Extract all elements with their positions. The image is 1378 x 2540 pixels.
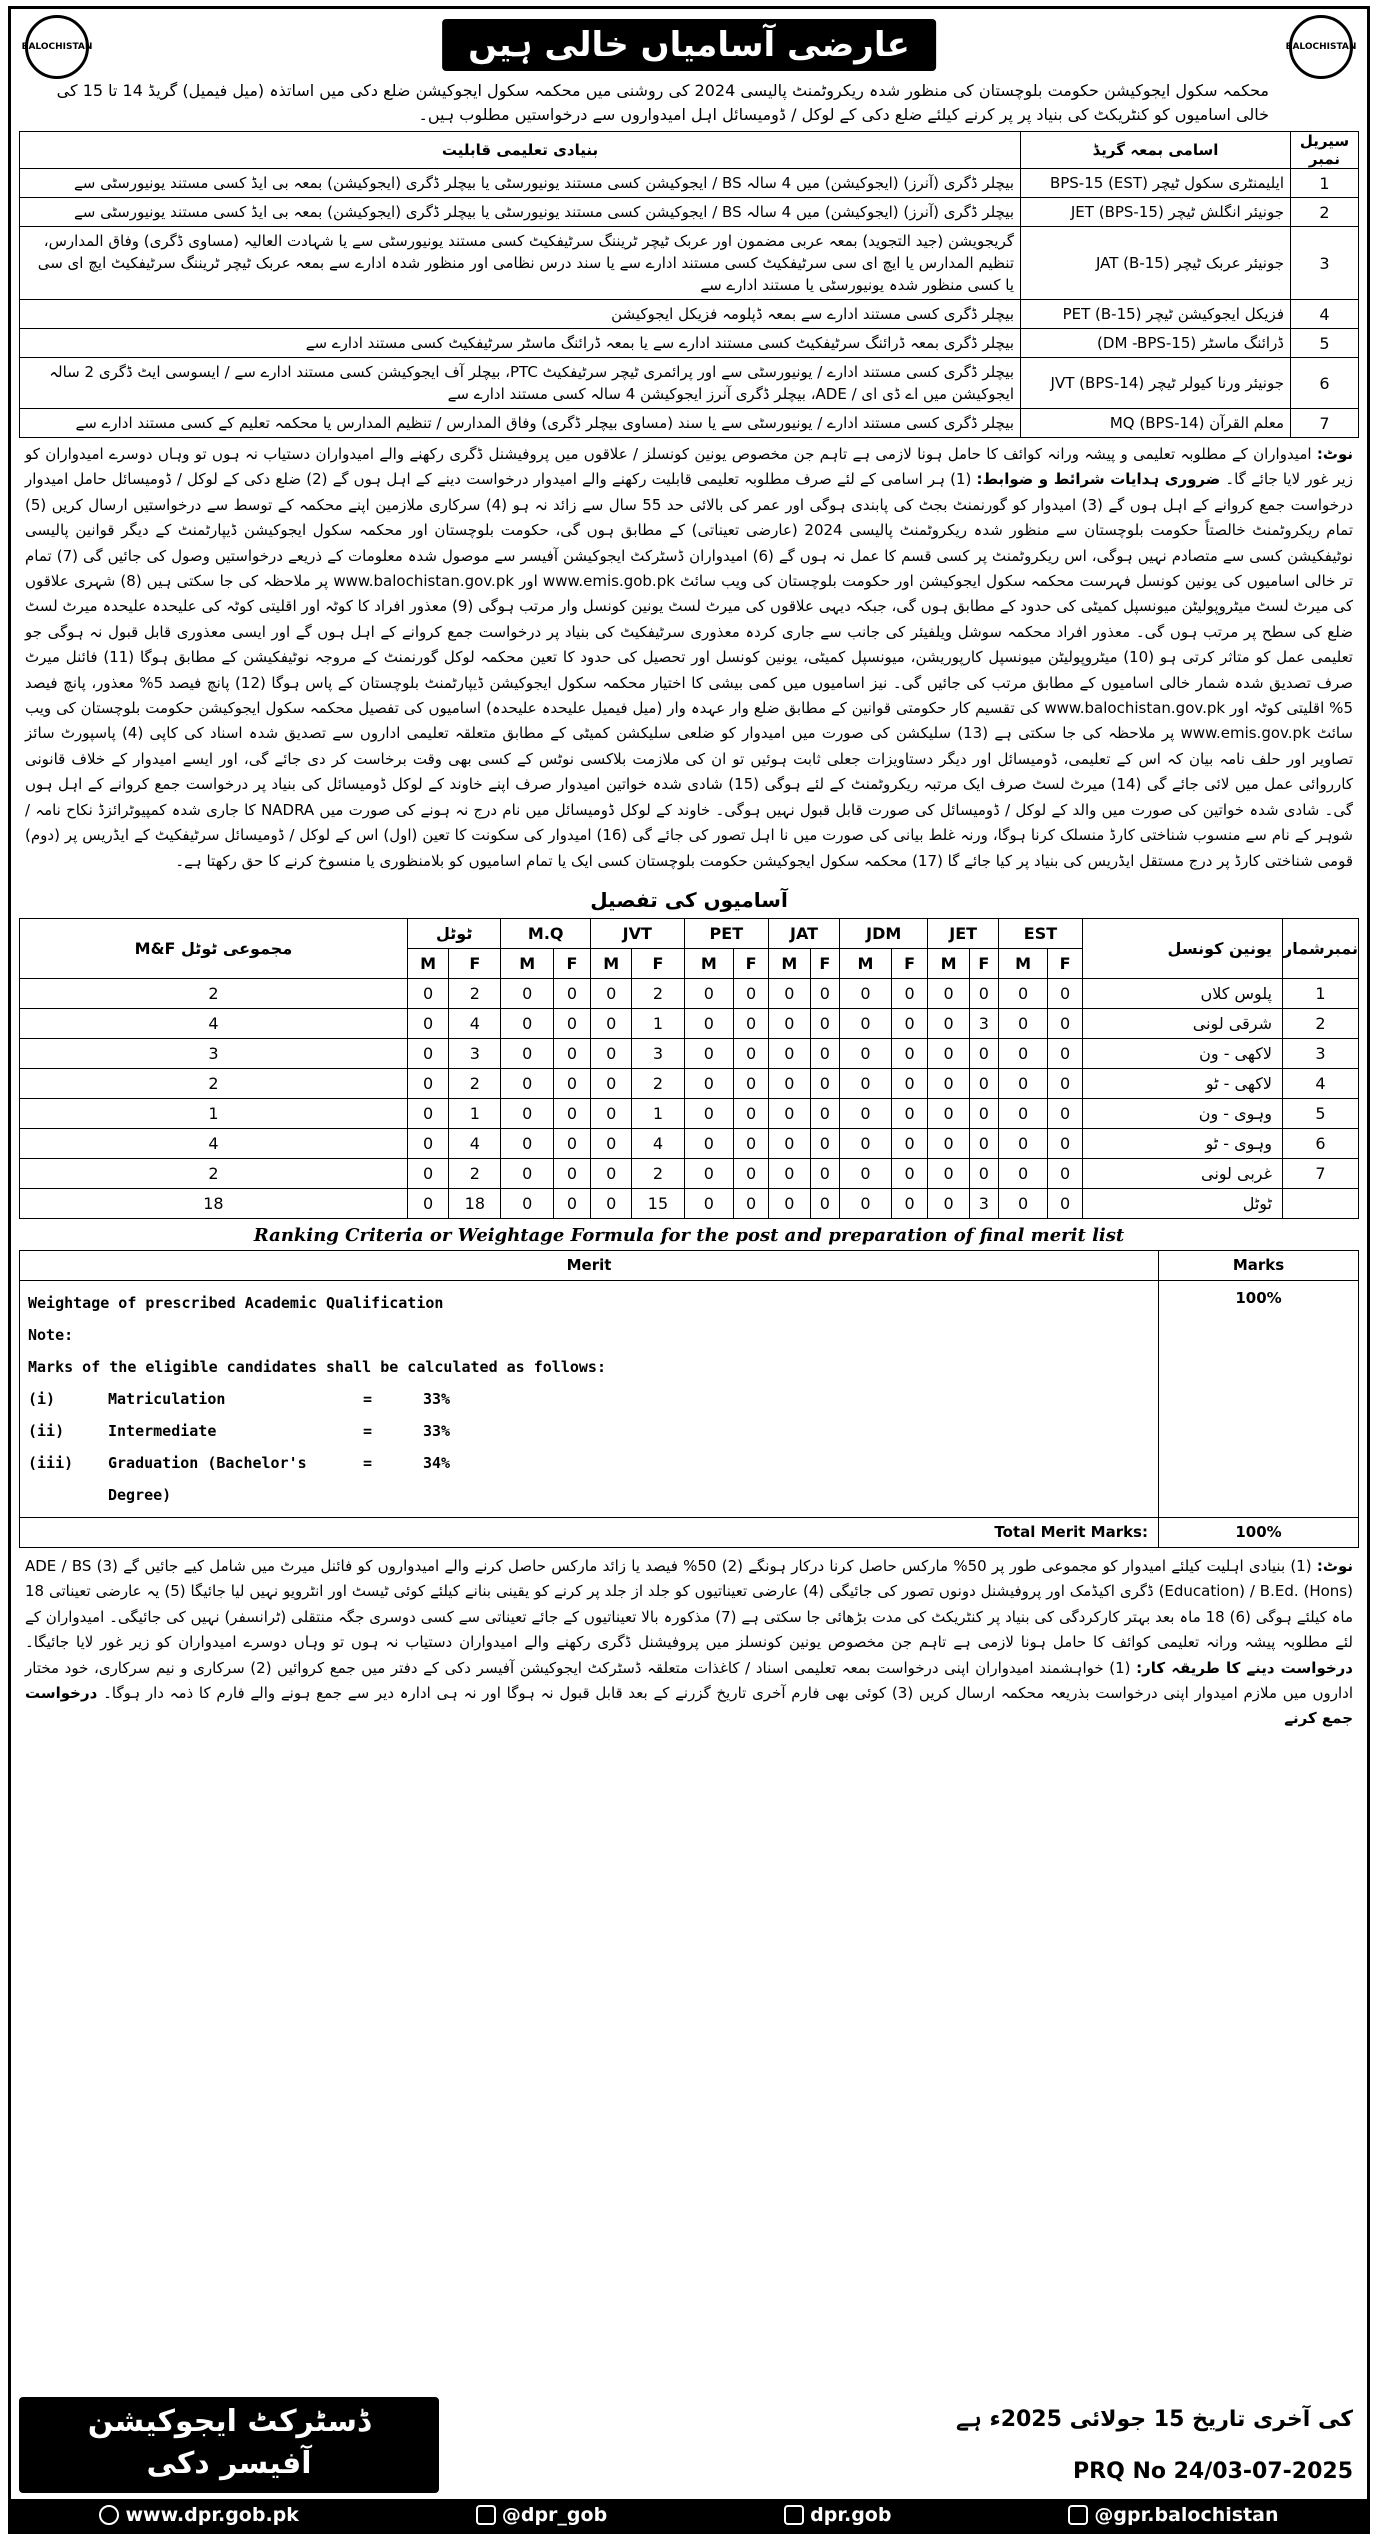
value-cell: 0 — [891, 1068, 928, 1098]
value-cell: 4 — [449, 1128, 501, 1158]
value-cell: 0 — [998, 1038, 1047, 1068]
serial-cell: 5 — [1283, 1098, 1359, 1128]
col-pet: PET — [684, 918, 769, 948]
submit-label: درخواست جمع کرنے — [25, 1683, 1353, 1728]
serial-cell: 4 — [1283, 1068, 1359, 1098]
value-cell: 0 — [590, 978, 631, 1008]
value-cell: 2 — [632, 978, 684, 1008]
value-cell: 3 — [969, 1008, 998, 1038]
value-cell: 0 — [590, 1038, 631, 1068]
sub-col-f: F — [553, 948, 590, 978]
value-cell: 1 — [632, 1098, 684, 1128]
value-cell: 0 — [553, 1098, 590, 1128]
value-cell: 0 — [769, 1188, 811, 1218]
value-cell: 0 — [501, 1188, 553, 1218]
total-label-cell: ٹوٹل — [1083, 1188, 1283, 1218]
col-jvt: JVT — [590, 918, 684, 948]
total-row — [20, 1188, 1359, 1218]
value-cell: 2 — [449, 978, 501, 1008]
serial-cell: 2 — [1283, 1008, 1359, 1038]
value-cell: 0 — [998, 1098, 1047, 1128]
col-marks: Marks — [1159, 1250, 1359, 1280]
total-merit-label: Total Merit Marks: — [20, 1517, 1159, 1547]
union-council-cell: لاکھی - ٹو — [1083, 1068, 1283, 1098]
value-cell: 2 — [20, 978, 408, 1008]
col-mq: M.Q — [501, 918, 591, 948]
value-cell: 0 — [684, 978, 734, 1008]
last-date: کی آخری تاریخ 15 جولائی 2025ء ہے — [956, 2407, 1353, 2432]
value-cell: 0 — [840, 1158, 892, 1188]
value-cell: 0 — [590, 1158, 631, 1188]
value-cell: 0 — [684, 1038, 734, 1068]
union-council-cell: غربی لونی — [1083, 1158, 1283, 1188]
value-cell: 0 — [998, 1188, 1047, 1218]
note-label: نوٹ: — [1316, 445, 1353, 463]
rules-title: ضروری ہدایات شرائط و ضوابط: — [976, 470, 1221, 489]
facebook-icon — [1068, 2505, 1088, 2525]
list-item: (i) Matriculation = 33% — [28, 1389, 451, 1408]
value-cell: 0 — [998, 1128, 1047, 1158]
notes-section — [19, 1548, 1359, 1732]
value-cell: 1 — [20, 1098, 408, 1128]
value-cell: 0 — [840, 1098, 892, 1128]
value-cell: 0 — [769, 1158, 811, 1188]
table-row: 3 جونیئر عربک ٹیچر (B-15) JAT گریجویشن (جید التجوید) بمعہ عربی مضمون اور عربک ٹیچر ٹریننگ سرٹیفکیٹ کسی مستند یونیورسٹی سے یا شہادت العالیہ (مساوی ڈگری) وفاق المدارس، تنظیم المدارس یا ایچ ای سی سرٹیفکیٹ کسی مستند ادارے سے یا سند درس نظامی اور منظور شدہ ادارے سے بمعہ عربک ٹیچر ٹریننگ سرٹیفکیٹ ایچ ای سی یا کسی منظور شدہ یونیورسٹی یا مستند ادارے سے — [20, 227, 1359, 300]
sub-col-f: F — [810, 948, 839, 978]
rules-section — [19, 438, 1359, 878]
value-cell: 0 — [407, 1098, 448, 1128]
value-cell: 18 — [20, 1188, 408, 1218]
value-cell: 0 — [969, 978, 998, 1008]
table-row — [20, 1008, 1359, 1038]
value-cell: 0 — [928, 1158, 969, 1188]
value-cell: 2 — [632, 1068, 684, 1098]
value-cell: 0 — [1048, 1068, 1083, 1098]
sub-col-m: M — [684, 948, 734, 978]
value-cell: 0 — [810, 1128, 839, 1158]
sub-col-m: M — [590, 948, 631, 978]
value-cell: 0 — [891, 1038, 928, 1068]
value-cell: 0 — [407, 1008, 448, 1038]
col-grand-total: مجموعی ٹوٹل M&F — [20, 918, 408, 978]
value-cell: 0 — [501, 1128, 553, 1158]
value-cell: 18 — [449, 1188, 501, 1218]
sub-col-f: F — [449, 948, 501, 978]
value-cell: 0 — [810, 1008, 839, 1038]
serial-cell: 7 — [1283, 1158, 1359, 1188]
value-cell: 0 — [810, 1158, 839, 1188]
value-cell: 0 — [969, 1128, 998, 1158]
value-cell: 1 — [449, 1098, 501, 1128]
union-council-cell: لاکھی - ون — [1083, 1038, 1283, 1068]
value-cell: 2 — [449, 1158, 501, 1188]
table-row — [20, 978, 1359, 1008]
value-cell: 1 — [632, 1008, 684, 1038]
value-cell: 0 — [553, 1128, 590, 1158]
value-cell: 0 — [407, 1158, 448, 1188]
table-row: 5 ڈرائنگ ماسٹر (DM -BPS-15) بیچلر ڈگری بمعہ ڈرائنگ سرٹیفکیٹ کسی مستند ادارے سے یا بمعہ ڈرائنگ ماسٹر سرٹیفکیٹ کسی مستند ادارے سے — [20, 329, 1359, 358]
value-cell: 0 — [407, 1038, 448, 1068]
table-row — [20, 1038, 1359, 1068]
notes-label: نوٹ: — [1316, 1556, 1353, 1575]
value-cell: 0 — [891, 1098, 928, 1128]
value-cell: 3 — [632, 1038, 684, 1068]
value-cell: 0 — [969, 1098, 998, 1128]
value-cell: 0 — [998, 1068, 1047, 1098]
value-cell: 0 — [407, 1128, 448, 1158]
value-cell: 3 — [449, 1038, 501, 1068]
value-cell: 0 — [734, 1008, 769, 1038]
col-jet: JET — [928, 918, 999, 948]
table-row — [20, 1128, 1359, 1158]
col-serial: نمبرشمار — [1283, 918, 1359, 978]
value-cell: 0 — [684, 1128, 734, 1158]
value-cell: 0 — [407, 1068, 448, 1098]
value-cell: 0 — [840, 1038, 892, 1068]
value-cell: 3 — [969, 1188, 998, 1218]
sub-col-m: M — [840, 948, 892, 978]
note-text: امیدواران کے مطلوبہ تعلیمی و پیشہ ورانہ کوائف کا حامل ہونا لازمی ہے تاہم جن مخصوص یونین کونسلز / علاقوں میں پروفیشنل ڈگری رکھنے والے امیدواران دستیاب نہ ہوں تو وہاں دوسرے امیدواران کو زیر غور لایا جائے گا۔ — [25, 445, 1353, 489]
instagram-link[interactable]: dpr.gob — [784, 2504, 891, 2526]
sub-col-m: M — [501, 948, 553, 978]
instagram-icon — [784, 2505, 804, 2525]
vacancy-body — [20, 978, 1359, 1218]
col-post: اسامی بمعہ گریڈ — [1021, 132, 1291, 169]
value-cell: 0 — [891, 1008, 928, 1038]
value-cell: 0 — [840, 1068, 892, 1098]
table-row — [20, 1158, 1359, 1188]
merit-details — [20, 1280, 1159, 1517]
vacancy-title: آسامیوں کی تفصیل — [590, 887, 788, 912]
sub-col-m: M — [928, 948, 969, 978]
facebook-link[interactable]: @gpr.balochistan — [1068, 2504, 1278, 2526]
header — [19, 15, 1359, 73]
value-cell: 0 — [1048, 1158, 1083, 1188]
vacancy-table — [19, 918, 1359, 1219]
value-cell: 4 — [20, 1008, 408, 1038]
value-cell: 0 — [928, 978, 969, 1008]
value-cell: 0 — [998, 978, 1047, 1008]
value-cell: 0 — [969, 1158, 998, 1188]
table-row: 2 جونیئر انگلش ٹیچر (BPS-15) JET بیچلر ڈگری (آنرز) (ایجوکیشن) میں 4 سالہ BS / ایجوکیشن کسی مستند یونیورسٹی یا بیچلر ڈگری (ایجوکیشن) بمعہ بی ایڈ کسی مستند یونیورسٹی سے — [20, 198, 1359, 227]
value-cell: 0 — [590, 1068, 631, 1098]
value-cell: 3 — [20, 1038, 408, 1068]
list-item: (ii) Intermediate = 33% — [28, 1421, 451, 1440]
value-cell: 0 — [684, 1158, 734, 1188]
list-item: (iii) Graduation (Bachelor's Degree) = 34% — [28, 1453, 451, 1504]
value-cell: 0 — [734, 1188, 769, 1218]
prq-number: PRQ No 24/03-07-2025 — [1073, 2459, 1353, 2484]
sub-col-f: F — [1048, 948, 1083, 978]
twitter-icon — [476, 2505, 496, 2525]
sub-col-f: F — [734, 948, 769, 978]
value-cell: 0 — [810, 978, 839, 1008]
value-cell: 0 — [734, 1158, 769, 1188]
value-cell: 0 — [734, 978, 769, 1008]
value-cell: 0 — [553, 1008, 590, 1038]
value-cell: 0 — [928, 1008, 969, 1038]
value-cell: 0 — [1048, 1038, 1083, 1068]
value-cell: 0 — [590, 1188, 631, 1218]
value-cell: 0 — [928, 1188, 969, 1218]
value-cell: 0 — [501, 1008, 553, 1038]
advertisement-page — [8, 6, 1370, 2534]
value-cell: 0 — [1048, 1008, 1083, 1038]
value-cell: 0 — [769, 978, 811, 1008]
value-cell: 2 — [20, 1068, 408, 1098]
sub-col-m: M — [998, 948, 1047, 978]
value-cell: 0 — [969, 1068, 998, 1098]
value-cell: 4 — [20, 1128, 408, 1158]
value-cell: 0 — [810, 1098, 839, 1128]
value-cell: 0 — [501, 1158, 553, 1188]
value-cell: 0 — [891, 1188, 928, 1218]
value-cell: 0 — [891, 1128, 928, 1158]
value-cell: 0 — [407, 1188, 448, 1218]
value-cell: 0 — [734, 1038, 769, 1068]
value-cell: 0 — [734, 1098, 769, 1128]
rules-text: (1) ہر اسامی کے لئے صرف مطلوبہ تعلیمی قابلیت رکھنے والے امیدوار درخواست دینے کے اہل ہوں گے (2) ضلع دکی کے لوکل / ڈومیسائل حامل امیدوار درخواست جمع کروانے کے اہل ہوں گے (3) امیدوار کو گورنمنٹ بجٹ کی پابندی ہوگی اور عمر کی بالائی حد 55 سال سے زائد نہ ہو (4) سرکاری ملازمین اپنے محکمہ کے توسط سے درخواستیں ارسال کریں (5) تمام ریکروٹمنٹ خالصتاً حکومت بلوچستان سے منظور شدہ ریکروٹمنٹ پالیسی 2024 (عارضی تعیناتی) کے مطابق ہوں گی، حکومت بلوچستان اور محکمہ سکول ایجوکیشن ڈیپارٹمنٹ کے دیگر قوانین پالیسی نوٹیفکیشن کسی سے متصادم نہیں ہوگی، اس ریکروٹمنٹ پر کسی قسم کا عمل نہ ہوں گے (6) امیدواران ڈسٹرکٹ ایجوکیشن آفیسر سے موصول شدہ معلومات کے ذریعے درخواستیں وصول کی جائیں گی (7) تمام تر خالی اسامیوں کی یونین کونسل فہرست محکمہ سکول ایجوکیشن اور حکومت بلوچستان کی ویب سائٹ www.emis.gob.pk اور www.balochistan.gov.pk پر ملاحظہ کی جا سکتی ہیں (8) شہری علاقوں کی میرٹ لسٹ میٹروپولیٹن میونسپل کمیٹی کی حدود کے مطابق ہوں گی، جبکہ دیہی علاقوں کی میرٹ لسٹ یونین کونسل وار مرتب ہوگی (9) معذور افراد کا کوٹہ اور اقلیتی کوٹہ کی علیحدہ علیحدہ میرٹ لسٹ ضلع کی سطح پر مرتب ہوں گی۔ معذور افراد محکمہ سوشل ویلفیئر کی جانب سے جاری کردہ معذوری سرٹیفکیٹ کی بنیاد پر درخواست جمع کروانے کے اہل ہوں گے اور ایسی معذوری قابل قبول نہ ہوگی جو تعلیمی عمل کو متاثر کرتی ہو (10) میٹروپولیٹن میونسپل کارپوریشن، میونسپل کمیٹی، یونین کونسل اور تحصیل کی حدود کا تعین محکمہ لوکل گورنمنٹ کے مروجہ نوٹیفکیشن کے مطابق ہوگا (11) فائنل میرٹ صرف تصدیق شدہ شمار خالی اسامیوں کے مطابق مرتب کی جائیں گی۔ نیز اسامیوں میں کمی بیشی کا اختیار محکمہ سکول ایجوکیشن ڈیپارٹمنٹ بلوچستان کے پاس ہوگا (12) پانچ فیصد 5% معذور، پانچ فیصد 5% اقلیتی کوٹہ اور www.balochistan.gov.pk کی تقسیم کار حکومتی قوانین کے مطابق ضلع وار عہدہ وار (میل فیمیل علیحدہ علیحدہ) اسامیوں کی تفصیل محکمہ سکول ایجوکیشن حکومت بلوچستان کی ویب سائٹ www.emis.gov.pk پر ملاحظہ کی جا سکتی ہے (13) سلیکشن کی صورت میں امیدوار کو ضلعی سلیکشن کمیٹی کے مطابق متعلقہ تعلیمی اداروں سے تصدیق شدہ اسناد کی کاپی (4) پاسپورٹ سائز تصاویر اور حلف نامہ بیان کہ اس کے تعلیمی، ڈومیسائل اور دیگر دستاویزات جعلی ثابت ہوئیں تو ان کی ملازمت بلاکسی نوٹس کے کسی بھی وقت برخاست کر دی جائے گی، اور ایسے امیدوار کے خلاف قانونی کارروائی عمل میں لائی جائے گی (14) میرٹ لسٹ صرف ایک مرتبہ ریکروٹمنٹ کے لئے ہوگی (15) شادی شدہ خواتین امیدوار صرف اپنے خاوند کے لوکل ڈومیسائل کی بنیاد پر درخواست جمع کروانے کے اہل ہوں گی۔ شادی شدہ خواتین کی صورت میں والد کے لوکل / ڈومیسائل کی صورت قابل قبول نہیں ہوگی۔ خاوند کے لوکل ڈومیسائل میں نام درج نہ ہونے کی صورت میں NADRA کا جاری شدہ کمپیوٹرائزڈ نکاح نامہ / شوہر کے نام سے منسوب شناختی کارڈ منسلک کرنا ہوگا، ورنہ غلط بیانی کی صورت میں نا اہل تصور کی جائے گی (16) امیدوار کی سکونت کا تعین (اول) اس کے لوکل / ڈومیسائل سرٹیفکیٹ کے ایڈریس پر (دوم) قومی شناختی کارڈ پر درج مستقل ایڈریس کی بنیاد پر کیا جائے گا (17) محکمہ سکول ایجوکیشن حکومت بلوچستان کسی ایک یا تمام اسامیوں کو بلامنظوری یا منسوخ کرنے کا حق رکھتا ہے۔ — [25, 470, 1354, 870]
value-cell: 0 — [891, 1158, 928, 1188]
value-cell: 0 — [553, 1158, 590, 1188]
value-cell: 0 — [840, 1188, 892, 1218]
table-row: 4 فزیکل ایجوکیشن ٹیچر (B-15) PET بیچلر ڈگری کسی مستند ادارے سے بمعہ ڈپلومہ فزیکل ایجوکیشن — [20, 300, 1359, 329]
posts-table — [19, 131, 1359, 438]
value-cell: 0 — [553, 1038, 590, 1068]
value-cell: 0 — [769, 1068, 811, 1098]
value-cell: 0 — [1048, 1128, 1083, 1158]
value-cell: 0 — [810, 1188, 839, 1218]
value-cell: 0 — [590, 1128, 631, 1158]
col-est: EST — [998, 918, 1082, 948]
value-cell: 0 — [840, 1008, 892, 1038]
twitter-link[interactable]: @dpr_gob — [476, 2504, 607, 2526]
value-cell: 0 — [501, 978, 553, 1008]
website-link[interactable]: www.dpr.gob.pk — [99, 2504, 298, 2526]
value-cell: 0 — [684, 1098, 734, 1128]
value-cell: 0 — [684, 1188, 734, 1218]
value-cell: 0 — [810, 1038, 839, 1068]
serial-cell: 1 — [1283, 978, 1359, 1008]
union-council-cell: شرقی لونی — [1083, 1008, 1283, 1038]
sub-col-m: M — [769, 948, 811, 978]
value-cell: 0 — [501, 1038, 553, 1068]
value-cell: 2 — [449, 1068, 501, 1098]
merit-table — [19, 1250, 1359, 1548]
value-cell: 0 — [998, 1008, 1047, 1038]
value-cell: 0 — [840, 1128, 892, 1158]
table-row: 6 جونیئر ورنا کیولر ٹیچر (BPS-14) JVT بیچلر ڈگری کسی مستند ادارے / یونیورسٹی سے اور پرائمری ٹیچر سرٹیفکیٹ PTC، بیچلر آف ایجوکیشن کسی مستند ادارے سے / ایسوسی ایٹ ڈگری 2 سالہ ایجوکیشن میں اے ڈی ای / ADE، بیچلر ڈگری آنرز ایجوکیشن 4 سالہ کسی مستند ادارے سے — [20, 358, 1359, 409]
serial-cell — [1283, 1188, 1359, 1218]
value-cell: 0 — [840, 978, 892, 1008]
globe-icon — [99, 2505, 119, 2525]
notes-text: (1) بنیادی اہلیت کیلئے امیدوار کو مجموعی طور پر 50% مارکس حاصل کرنا درکار ہونگے (2) 50% فیصد یا زائد مارکس حاصل کرنے والے امیدواروں کو فائنل میرٹ میں شامل کیے جائیں گے (3) ADE / BS (Education) / B.Ed. (Hons) ڈگری اکیڈمک اور پروفیشنل دونوں تصور کی جائیگی (4) عارضی تعیناتیوں کو جلد از جلد پر کرنے کو یقینی بنانے کیلئے کوئی ٹیسٹ اور انٹرویو نہیں لیا جائیگا (5) یہ عارضی تعیناتی 18 ماہ کیلئے ہوگی (6) 18 ماہ بعد بہتر کارکردگی کی بنیاد پر کنٹریکٹ کی مدت بڑھائی جا سکتی ہے (7) مذکورہ بالا تعیناتیوں کے جائے تعیناتی سے کسی دوسری جگہ منتقلی (ٹرانسفر) نہیں کی جائیگی۔ امیدواران کے لئے مطلوبہ پیشہ ورانہ تعلیمی کوائف کا حامل ہونا لازمی ہے تاہم جن مخصوص یونین کونسلز میں پروفیشنل ڈگری رکھنے والے امیدواران دستیاب نہ ہوں تو وہاں دوسرے امیدواران کو زیر غور لایا جائیگا۔ — [25, 1556, 1354, 1652]
col-serial: سیریل نمبر — [1291, 132, 1359, 169]
method-label: درخواست دینے کا طریقہ کار: — [1136, 1658, 1353, 1677]
ranking-title: Ranking Criteria or Weightage Formula for the post and preparation of final merit list — [253, 1224, 1125, 1246]
note-line: Note: — [28, 1325, 74, 1344]
value-cell: 0 — [684, 1008, 734, 1038]
value-cell: 0 — [928, 1098, 969, 1128]
value-cell: 4 — [632, 1128, 684, 1158]
value-cell: 0 — [407, 978, 448, 1008]
issuing-authority: ڈسٹرکٹ ایجوکیشن آفیسر دکی — [19, 2397, 439, 2493]
page-title: عارضی آسامیاں خالی ہیں — [442, 19, 936, 71]
value-cell: 0 — [769, 1008, 811, 1038]
col-merit: Merit — [20, 1250, 1159, 1280]
value-cell: 0 — [1048, 1188, 1083, 1218]
balochistan-seal-icon: BALOCHISTAN — [25, 15, 89, 79]
value-cell: 0 — [891, 978, 928, 1008]
social-bar — [11, 2499, 1367, 2531]
value-cell: 0 — [590, 1008, 631, 1038]
value-cell: 0 — [1048, 1098, 1083, 1128]
value-cell: 2 — [632, 1158, 684, 1188]
value-cell: 0 — [590, 1098, 631, 1128]
col-jat: JAT — [769, 918, 840, 948]
table-row — [20, 1098, 1359, 1128]
intro-text: محکمہ سکول ایجوکیشن حکومت بلوچستان کی منظور شدہ ریکروٹمنٹ پالیسی 2024 کی روشنی میں محکمہ سکول ایجوکیشن ضلع دکی میں اساتذہ (میل فیمیل) گریڈ 14 تا 15 کی خالی اسامیوں کو کنٹریکٹ کی بنیاد پر پر کرنے کیلئے ضلع دکی کے لوکل / ڈومیسائل اہل امیدواروں سے درخواستیں مطلوب ہیں۔ — [56, 81, 1269, 124]
col-union-council: یونین کونسل — [1083, 918, 1283, 978]
value-cell: 0 — [553, 1188, 590, 1218]
sub-col-m: M — [407, 948, 448, 978]
value-cell: 0 — [734, 1068, 769, 1098]
value-cell: 0 — [928, 1038, 969, 1068]
value-cell: 0 — [734, 1128, 769, 1158]
weightage-line: Weightage of prescribed Academic Qualification — [28, 1293, 444, 1312]
value-cell: 0 — [553, 978, 590, 1008]
weightage-marks: 100% — [1159, 1280, 1359, 1517]
value-cell: 0 — [553, 1068, 590, 1098]
col-total: ٹوٹل — [407, 918, 501, 948]
serial-cell: 3 — [1283, 1038, 1359, 1068]
table-row: 7 معلم القرآن (BPS-14) MQ بیچلر ڈگری کسی مستند ادارے / یونیورسٹی سے یا سند (مساوی بیچلر ڈگری) وفاق المدارس / تنظیم المدارس یا محکمہ تعلیم کے کسی مستند ادارے سے — [20, 409, 1359, 438]
value-cell: 0 — [969, 1038, 998, 1068]
value-cell: 0 — [769, 1038, 811, 1068]
value-cell: 0 — [1048, 978, 1083, 1008]
sub-col-f: F — [891, 948, 928, 978]
sub-col-f: F — [632, 948, 684, 978]
value-cell: 0 — [501, 1098, 553, 1128]
union-council-cell: وہوی - ٹو — [1083, 1128, 1283, 1158]
value-cell: 0 — [684, 1068, 734, 1098]
government-seal-icon: BALOCHISTAN — [1289, 15, 1353, 79]
union-council-cell: پلوس کلاں — [1083, 978, 1283, 1008]
col-qualification: بنیادی تعلیمی قابلیت — [20, 132, 1021, 169]
serial-cell: 6 — [1283, 1128, 1359, 1158]
sub-col-f: F — [969, 948, 998, 978]
value-cell: 0 — [769, 1098, 811, 1128]
value-cell: 0 — [769, 1128, 811, 1158]
table-row — [20, 1068, 1359, 1098]
col-jdm: JDM — [840, 918, 928, 948]
value-cell: 0 — [928, 1068, 969, 1098]
value-cell: 4 — [449, 1008, 501, 1038]
total-merit-value: 100% — [1159, 1517, 1359, 1547]
value-cell: 0 — [998, 1158, 1047, 1188]
value-cell: 0 — [810, 1068, 839, 1098]
footer — [11, 2397, 1367, 2531]
method-text: (1) خواہشمند امیدواران اپنی درخواست بمعہ تعلیمی اسناد / کاغذات متعلقہ ڈسٹرکٹ ایجوکیشن آفیسر دکی کے دفتر میں جمع کروائیں (2) سرکاری و نیم سرکاری، خود مختار اداروں میں ملازم امیدوار اپنی درخواست بذریعہ محکمہ ارسال کریں (3) کوئی بھی فارم آخری تاریخ گزرنے کے بعد قابل قبول نہ ہوگا اور نہ ہی ادارہ دیر سے جمع ہونے والے فارم کا ذمہ دار ہوگا۔ — [25, 1658, 1353, 1702]
value-cell: 0 — [501, 1068, 553, 1098]
table-row: 1 ایلیمنٹری سکول ٹیچر BPS-15 (EST) بیچلر ڈگری (آنرز) (ایجوکیشن) میں 4 سالہ BS / ایجوکیشن کسی مستند یونیورسٹی یا بیچلر ڈگری (ایجوکیشن) بمعہ بی ایڈ کسی مستند یونیورسٹی سے — [20, 169, 1359, 198]
value-cell: 15 — [632, 1188, 684, 1218]
value-cell: 0 — [928, 1128, 969, 1158]
union-council-cell: وہوی - ون — [1083, 1098, 1283, 1128]
value-cell: 2 — [20, 1158, 408, 1188]
calc-line: Marks of the eligible candidates shall be calculated as follows: — [28, 1357, 606, 1376]
